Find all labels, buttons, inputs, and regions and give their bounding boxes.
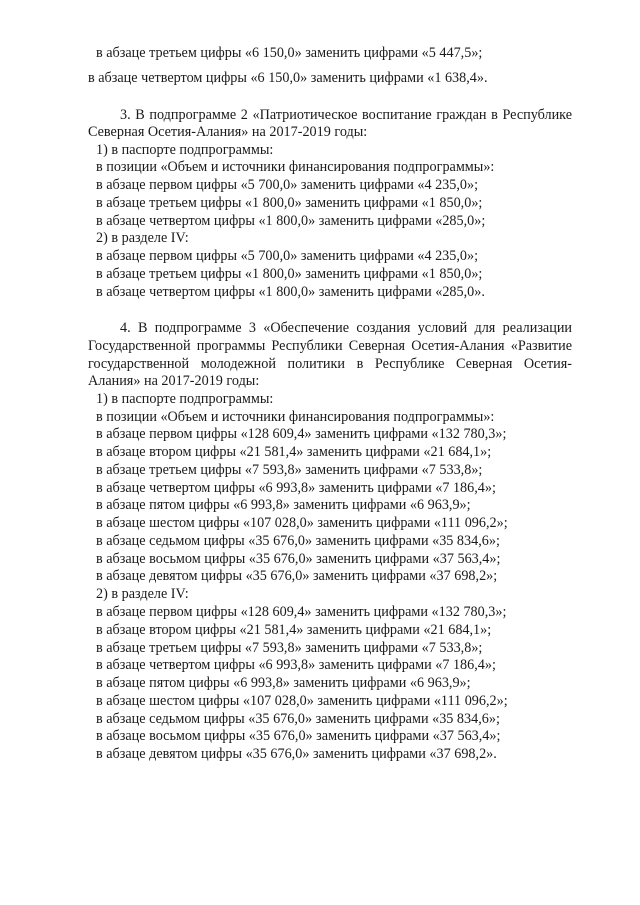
section3-heading-line: 3. В подпрограмме 2 «Патриотическое воспитание граждан в Республике (120, 107, 572, 123)
amendment-line: в абзаце третьем цифры «6 150,0» заменить цифрами «5 447,5»; (96, 45, 483, 61)
amendment-line: в абзаце четвертом цифры «6 993,8» заменить цифрами «7 186,4»; (96, 480, 496, 496)
amendment-line: в абзаце третьем цифры «7 593,8» заменить цифрами «7 533,8»; (96, 462, 483, 478)
amendment-line: в абзаце первом цифры «5 700,0» заменить цифрами «4 235,0»; (96, 177, 479, 193)
amendment-line: в абзаце первом цифры «5 700,0» заменить цифрами «4 235,0»; (96, 248, 479, 264)
amendment-line: в абзаце третьем цифры «7 593,8» заменить цифрами «7 533,8»; (96, 640, 483, 656)
section3-sub2-title: 2) в разделе IV: (96, 230, 189, 246)
section4-heading-line: Государственной программы Республики Северная Осетия-Алания «Развитие (88, 338, 572, 354)
amendment-line: в абзаце втором цифры «21 581,4» заменить цифрами «21 684,1»; (96, 444, 492, 460)
amendment-line: в абзаце девятом цифры «35 676,0» заменить цифрами «37 698,2»; (96, 568, 498, 584)
amendment-line: в абзаце восьмом цифры «35 676,0» заменить цифрами «37 563,4»; (96, 728, 501, 744)
amendment-line: в абзаце четвертом цифры «1 800,0» заменить цифрами «285,0»; (96, 213, 486, 229)
amendment-line: в абзаце пятом цифры «6 993,8» заменить цифрами «6 963,9»; (96, 675, 471, 691)
amendment-line: в абзаце девятом цифры «35 676,0» заменить цифрами «37 698,2». (96, 746, 497, 762)
section3-sub1-title: 1) в паспорте подпрограммы: (96, 142, 274, 158)
amendment-line: в абзаце четвертом цифры «6 993,8» заменить цифрами «7 186,4»; (96, 657, 496, 673)
amendment-line: в абзаце втором цифры «21 581,4» заменить цифрами «21 684,1»; (96, 622, 492, 638)
amendment-line: в абзаце седьмом цифры «35 676,0» заменить цифрами «35 834,6»; (96, 711, 500, 727)
section4-heading-line: 4. В подпрограмме 3 «Обеспечение создания условий для реализации (120, 320, 572, 336)
amendment-line: в абзаце шестом цифры «107 028,0» заменить цифрами «111 096,2»; (96, 515, 508, 531)
amendment-line: в абзаце шестом цифры «107 028,0» заменить цифрами «111 096,2»; (96, 693, 508, 709)
amendment-line: в абзаце первом цифры «128 609,4» заменить цифрами «132 780,3»; (96, 604, 507, 620)
section4-sub2-title: 2) в разделе IV: (96, 586, 189, 602)
amendment-line: в абзаце седьмом цифры «35 676,0» заменить цифрами «35 834,6»; (96, 533, 500, 549)
amendment-line: в позиции «Объем и источники финансирования подпрограммы»: (96, 159, 495, 175)
amendment-line: в абзаце четвертом цифры «1 800,0» заменить цифрами «285,0». (96, 284, 485, 300)
amendment-line: в абзаце четвертом цифры «6 150,0» заменить цифрами «1 638,4». (88, 70, 488, 86)
amendment-line: в абзаце третьем цифры «1 800,0» заменить цифрами «1 850,0»; (96, 266, 483, 282)
amendment-line: в абзаце первом цифры «128 609,4» заменить цифрами «132 780,3»; (96, 426, 507, 442)
amendment-line: в абзаце третьем цифры «1 800,0» заменить цифрами «1 850,0»; (96, 195, 483, 211)
section4-heading-line: Алания» на 2017-2019 годы: (88, 373, 260, 389)
section3-heading-line: Северная Осетия-Алания» на 2017-2019 годы: (88, 124, 368, 140)
section4-sub1-title: 1) в паспорте подпрограммы: (96, 391, 274, 407)
amendment-line: в позиции «Объем и источники финансирования подпрограммы»: (96, 409, 495, 425)
amendment-line: в абзаце пятом цифры «6 993,8» заменить цифрами «6 963,9»; (96, 497, 471, 513)
section4-heading-line: государственной молодежной политики в Республике Северная Осетия- (88, 356, 572, 372)
amendment-line: в абзаце восьмом цифры «35 676,0» заменить цифрами «37 563,4»; (96, 551, 501, 567)
